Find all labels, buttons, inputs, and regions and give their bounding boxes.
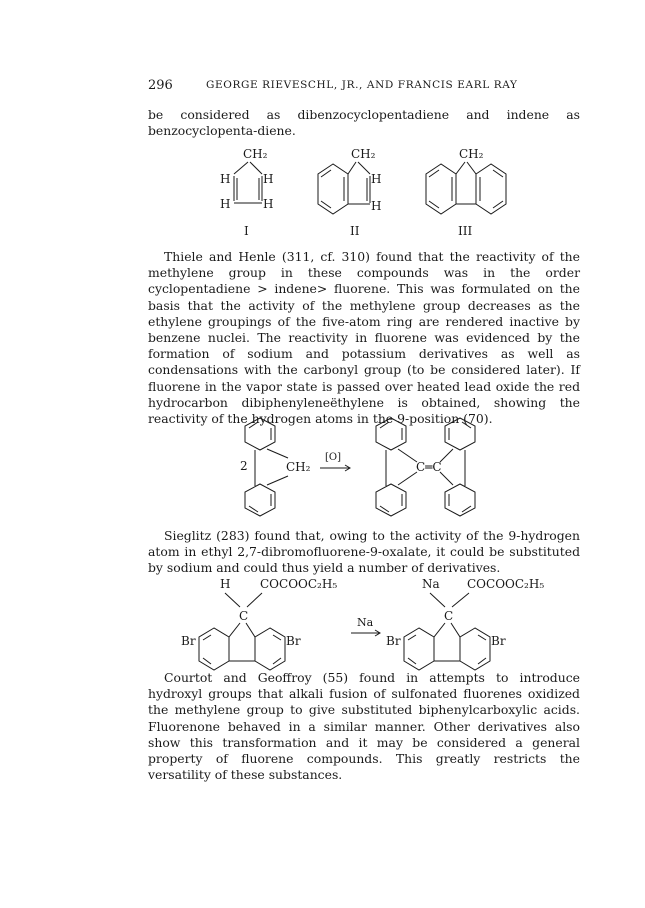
h-label: H	[263, 172, 274, 186]
h-label: H	[371, 199, 382, 213]
paragraph-2: Thiele and Henle (311, cf. 310) found that the reactivity of the methylene group in these compounds was in the order cyclopentadiene > indene> fluorene. This was formulated on the basis that the activity of the methylene group decreases as the ethylene groupings of the five-atom ring are rendered inactive by benzene nuclei. The reactivity in fluorene was evidenced by the formation of sodium and potassium derivatives as well as condensations with the carbonyl group (to be considered later). If fluorene in the vapor state is passed over heated lead oxide the red hydrocarbon dibiphenyleneëthylene is obtained, showing the reactivity of the hydrogen atoms in the 9-position (70).	[148, 249, 580, 427]
ch2-label: CH₂	[351, 147, 376, 161]
br-label: Br	[491, 634, 506, 648]
paragraph-4: Courtot and Geoffroy (55) found in attempts to introduce hydroxyl groups that alkali fusion of sulfonated fluorenes oxidized the methylene group to give substituted biphenylcarboxylic acids. Fluorenone behaved in a similar manner. Other derivatives also show this transformation and it may be considered a general property of fluorene compounds. This greatly restricts the versatility of these substances.	[148, 670, 580, 783]
double-bond-label: C═C	[416, 460, 442, 474]
reagent-label: [O]	[325, 452, 342, 463]
ester-label: COCOOC₂H₅	[467, 577, 545, 591]
h-label: H	[263, 197, 274, 211]
figure-structures-1	[0, 142, 645, 242]
structure-label-iii: III	[458, 224, 473, 238]
c-label: C	[444, 609, 454, 623]
ch2-label: CH₂	[459, 147, 484, 161]
structure-label-i: I	[244, 224, 249, 238]
br-label: Br	[386, 634, 401, 648]
structure-label-ii: II	[350, 224, 360, 238]
paragraph-1: be considered as dibenzocyclopentadiene and indene as benzocyclopenta-diene.	[148, 107, 580, 139]
figure-oxidation	[0, 410, 645, 530]
structure-fluorene	[426, 147, 506, 238]
c-label: C	[239, 609, 249, 623]
ch2-label: CH₂	[243, 147, 268, 161]
page-number: 296	[148, 78, 173, 93]
h-label: H	[371, 172, 382, 186]
br-label: Br	[286, 634, 301, 648]
ch2-label: CH₂	[286, 460, 311, 474]
figure-sodium-substitution	[0, 575, 645, 685]
h-label: H	[220, 577, 231, 591]
na-label: Na	[422, 577, 440, 591]
ester-label: COCOOC₂H₅	[260, 577, 338, 591]
structure-cyclopentadiene	[220, 147, 273, 238]
running-title: GEORGE RIEVESCHL, JR., AND FRANCIS EARL RAY	[206, 79, 518, 91]
paragraph-3: Sieglitz (283) found that, owing to the activity of the 9-hydrogen atom in ethyl 2,7-dibromofluorene-9-oxalate, it could be substituted by sodium and could thus yield a number of derivatives.	[148, 528, 580, 576]
structure-indene	[318, 147, 381, 238]
br-label: Br	[181, 634, 196, 648]
coefficient: 2	[240, 459, 248, 473]
h-label: H	[220, 197, 231, 211]
reagent-label: Na	[357, 616, 374, 629]
h-label: H	[220, 172, 231, 186]
